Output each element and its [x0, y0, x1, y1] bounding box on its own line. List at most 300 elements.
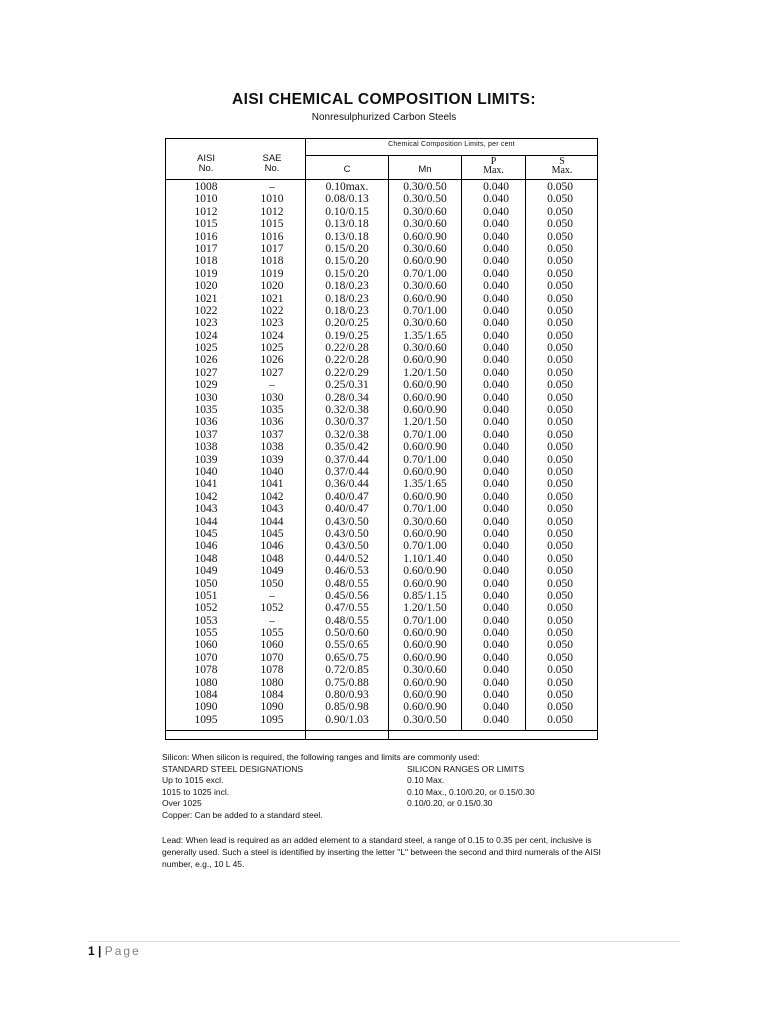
carbon-limit: 0.10/0.15 — [325, 205, 369, 218]
manganese-limit: 0.60/0.90 — [403, 292, 447, 305]
sulfur-max: 0.050 — [547, 614, 573, 627]
header-sae: SAE No. — [262, 153, 282, 174]
standard-designations-header: STANDARD STEEL DESIGNATIONS — [162, 763, 304, 774]
page-title: AISI CHEMICAL COMPOSITION LIMITS: — [232, 91, 536, 108]
manganese-limit: 0.70/1.00 — [403, 614, 447, 627]
page-number: 1 — [88, 944, 95, 958]
aisi-number: 1052 — [194, 602, 218, 615]
table-row — [166, 342, 598, 354]
table-row — [166, 701, 598, 713]
aisi-number: 1039 — [194, 453, 218, 466]
phosphorus-max: 0.040 — [483, 379, 509, 392]
sulfur-max: 0.050 — [547, 602, 573, 615]
table-row — [166, 441, 598, 453]
manganese-limit: 0.60/0.90 — [403, 527, 447, 540]
table-row — [166, 677, 598, 689]
table-body — [166, 181, 598, 726]
phosphorus-max: 0.040 — [483, 267, 509, 280]
sae-number: 1043 — [260, 503, 284, 516]
sae-number: 1055 — [260, 627, 284, 640]
table-row — [166, 379, 598, 391]
carbon-limit: 0.22/0.29 — [325, 366, 369, 379]
aisi-number: 1049 — [194, 565, 218, 578]
table-row — [166, 528, 598, 540]
table-row — [166, 478, 598, 490]
table-row — [166, 280, 598, 292]
carbon-limit: 0.45/0.56 — [325, 589, 369, 602]
phosphorus-max: 0.040 — [483, 292, 509, 305]
table-row — [166, 553, 598, 565]
sae-number: 1046 — [260, 540, 284, 553]
table-row — [166, 218, 598, 230]
phosphorus-max: 0.040 — [483, 614, 509, 627]
sae-number: 1039 — [260, 453, 284, 466]
table-row — [166, 305, 598, 317]
phosphorus-max: 0.040 — [483, 639, 509, 652]
manganese-limit: 0.60/0.90 — [403, 701, 447, 714]
manganese-limit: 0.30/0.60 — [403, 205, 447, 218]
phosphorus-max: 0.040 — [483, 205, 509, 218]
phosphorus-max: 0.040 — [483, 689, 509, 702]
manganese-limit: 1.20/1.50 — [403, 416, 447, 429]
sulfur-max: 0.050 — [547, 627, 573, 640]
phosphorus-max: 0.040 — [483, 490, 509, 503]
header-c: C — [343, 164, 351, 175]
carbon-limit: 0.13/0.18 — [325, 218, 369, 231]
manganese-limit: 1.20/1.50 — [403, 602, 447, 615]
designation-text: 1015 to 1025 incl. — [162, 786, 230, 797]
silicon-intro: Silicon: When silicon is required, the following ranges and limits are commonly used: — [162, 752, 480, 762]
sae-number: 1030 — [260, 391, 284, 404]
sae-number: – — [269, 589, 275, 602]
sulfur-max: 0.050 — [547, 577, 573, 590]
sae-number: 1012 — [260, 205, 284, 218]
page-footer — [88, 944, 141, 958]
aisi-number: 1022 — [194, 304, 218, 317]
lead-note: Lead: When lead is required as an added element to a standard steel, a range of 0.15 to 0.35 per cent, inclusive is generally used. Such a steel is identified by inserting the letter "L" between the second and third numerals of the AISI number, e.g., 10 L 45. — [162, 835, 601, 869]
sulfur-max: 0.050 — [547, 478, 573, 491]
phosphorus-max: 0.040 — [483, 627, 509, 640]
aisi-number: 1019 — [194, 267, 218, 280]
phosphorus-max: 0.040 — [483, 242, 509, 255]
table-row — [166, 243, 598, 255]
manganese-limit: 0.60/0.90 — [403, 255, 447, 268]
manganese-limit: 0.60/0.90 — [403, 404, 447, 417]
manganese-limit: 0.30/0.60 — [403, 218, 447, 231]
sulfur-max: 0.050 — [547, 404, 573, 417]
phosphorus-max: 0.040 — [483, 342, 509, 355]
sae-number: 1041 — [260, 478, 284, 491]
sae-number: 1078 — [260, 664, 284, 677]
table-row — [166, 354, 598, 366]
carbon-limit: 0.32/0.38 — [325, 428, 369, 441]
carbon-limit: 0.28/0.34 — [325, 391, 369, 404]
carbon-limit: 0.32/0.38 — [325, 404, 369, 417]
silicon-notes — [162, 752, 612, 821]
aisi-number: 1048 — [194, 552, 218, 565]
sulfur-max: 0.050 — [547, 503, 573, 516]
phosphorus-max: 0.040 — [483, 354, 509, 367]
table-row — [166, 627, 598, 639]
sae-number: 1024 — [260, 329, 284, 342]
phosphorus-max: 0.040 — [483, 651, 509, 664]
sulfur-max: 0.050 — [547, 453, 573, 466]
phosphorus-max: 0.040 — [483, 391, 509, 404]
phosphorus-max: 0.040 — [483, 428, 509, 441]
manganese-limit: 1.35/1.65 — [403, 478, 447, 491]
table-row — [166, 367, 598, 379]
sulfur-max: 0.050 — [547, 589, 573, 602]
table-row — [166, 491, 598, 503]
phosphorus-max: 0.040 — [483, 366, 509, 379]
aisi-number: 1080 — [194, 676, 218, 689]
manganese-limit: 0.60/0.90 — [403, 577, 447, 590]
aisi-number: 1042 — [194, 490, 218, 503]
page-subtitle: Nonresulphurized Carbon Steels — [311, 112, 457, 123]
carbon-limit: 0.08/0.13 — [325, 193, 369, 206]
sae-number: 1045 — [260, 527, 284, 540]
aisi-number: 1015 — [194, 218, 218, 231]
sae-number: 1010 — [260, 193, 284, 206]
phosphorus-max: 0.040 — [483, 527, 509, 540]
aisi-number: 1095 — [194, 713, 218, 726]
sulfur-max: 0.050 — [547, 255, 573, 268]
table-rule-h-header — [165, 179, 598, 180]
manganese-limit: 0.30/0.50 — [403, 193, 447, 206]
sulfur-max: 0.050 — [547, 676, 573, 689]
carbon-limit: 0.43/0.50 — [325, 527, 369, 540]
phosphorus-max: 0.040 — [483, 552, 509, 565]
table-row — [166, 590, 598, 602]
header-mn: Mn — [418, 164, 432, 175]
manganese-limit: 1.10/1.40 — [403, 552, 447, 565]
group-header: Chemical Composition Limits, per cent — [388, 141, 515, 148]
sulfur-max: 0.050 — [547, 329, 573, 342]
aisi-number: 1053 — [194, 614, 218, 627]
table-row — [166, 602, 598, 614]
aisi-number: 1026 — [194, 354, 218, 367]
sulfur-max: 0.050 — [547, 515, 573, 528]
table-row — [166, 416, 598, 428]
aisi-number: 1044 — [194, 515, 218, 528]
sulfur-max: 0.050 — [547, 242, 573, 255]
phosphorus-max: 0.040 — [483, 676, 509, 689]
sulfur-max: 0.050 — [547, 193, 573, 206]
table-row — [166, 181, 598, 193]
carbon-limit: 0.15/0.20 — [325, 255, 369, 268]
manganese-limit: 0.70/1.00 — [403, 267, 447, 280]
phosphorus-max: 0.040 — [483, 230, 509, 243]
sae-number: 1048 — [260, 552, 284, 565]
aisi-number: 1024 — [194, 329, 218, 342]
aisi-number: 1078 — [194, 664, 218, 677]
sae-number: 1025 — [260, 342, 284, 355]
manganese-limit: 0.70/1.00 — [403, 540, 447, 553]
sae-number: – — [269, 379, 275, 392]
sae-number: 1018 — [260, 255, 284, 268]
carbon-limit: 0.43/0.50 — [325, 540, 369, 553]
phosphorus-max: 0.040 — [483, 465, 509, 478]
sulfur-max: 0.050 — [547, 292, 573, 305]
designation-text: Up to 1015 excl. — [162, 775, 224, 785]
carbon-limit: 0.22/0.28 — [325, 354, 369, 367]
table-row — [166, 652, 598, 664]
carbon-limit: 0.18/0.23 — [325, 292, 369, 305]
sulfur-max: 0.050 — [547, 540, 573, 553]
carbon-limit: 0.44/0.52 — [325, 552, 369, 565]
sae-number: 1027 — [260, 366, 284, 379]
sulfur-max: 0.050 — [547, 441, 573, 454]
notes-row — [162, 787, 612, 799]
notes-row — [162, 798, 612, 810]
sulfur-max: 0.050 — [547, 428, 573, 441]
table-row — [166, 429, 598, 441]
sulfur-max: 0.050 — [547, 181, 573, 193]
manganese-limit: 0.60/0.90 — [403, 441, 447, 454]
sulfur-max: 0.050 — [547, 366, 573, 379]
table-row — [166, 615, 598, 627]
aisi-number: 1084 — [194, 689, 218, 702]
designation-text: Over 1025 — [162, 798, 202, 808]
manganese-limit: 0.30/0.60 — [403, 317, 447, 330]
table-row — [166, 466, 598, 478]
aisi-number: 1029 — [194, 379, 218, 392]
footer-separator: | — [98, 944, 102, 958]
table-row — [166, 639, 598, 651]
carbon-limit: 0.15/0.20 — [325, 267, 369, 280]
manganese-limit: 0.30/0.60 — [403, 342, 447, 355]
aisi-number: 1008 — [194, 181, 218, 193]
sulfur-max: 0.050 — [547, 354, 573, 367]
sae-number: 1019 — [260, 267, 284, 280]
aisi-number: 1017 — [194, 242, 218, 255]
table-row — [166, 392, 598, 404]
manganese-limit: 0.60/0.90 — [403, 627, 447, 640]
table-row — [166, 565, 598, 577]
phosphorus-max: 0.040 — [483, 181, 509, 193]
manganese-limit: 0.60/0.90 — [403, 354, 447, 367]
carbon-limit: 0.19/0.25 — [325, 329, 369, 342]
manganese-limit: 0.85/1.15 — [403, 589, 447, 602]
carbon-limit: 0.55/0.65 — [325, 639, 369, 652]
manganese-limit: 0.30/0.50 — [403, 713, 447, 726]
manganese-limit: 1.35/1.65 — [403, 329, 447, 342]
sae-number: 1023 — [260, 317, 284, 330]
aisi-number: 1030 — [194, 391, 218, 404]
manganese-limit: 0.60/0.90 — [403, 465, 447, 478]
table-row — [166, 454, 598, 466]
manganese-limit: 0.60/0.90 — [403, 676, 447, 689]
sae-number: 1035 — [260, 404, 284, 417]
table-row — [166, 193, 598, 205]
manganese-limit: 1.20/1.50 — [403, 366, 447, 379]
aisi-number: 1051 — [194, 589, 218, 602]
carbon-limit: 0.90/1.03 — [325, 713, 369, 726]
table-row — [166, 664, 598, 676]
aisi-number: 1027 — [194, 366, 218, 379]
manganese-limit: 0.30/0.50 — [403, 181, 447, 193]
aisi-number: 1020 — [194, 280, 218, 293]
manganese-limit: 0.30/0.60 — [403, 664, 447, 677]
carbon-limit: 0.80/0.93 — [325, 689, 369, 702]
aisi-number: 1010 — [194, 193, 218, 206]
phosphorus-max: 0.040 — [483, 602, 509, 615]
phosphorus-max: 0.040 — [483, 503, 509, 516]
phosphorus-max: 0.040 — [483, 701, 509, 714]
sae-number: 1026 — [260, 354, 284, 367]
aisi-number: 1045 — [194, 527, 218, 540]
sulfur-max: 0.050 — [547, 552, 573, 565]
silicon-ranges-header: SILICON RANGES OR LIMITS — [407, 763, 525, 774]
sulfur-max: 0.050 — [547, 267, 573, 280]
sae-number: 1090 — [260, 701, 284, 714]
aisi-number: 1043 — [194, 503, 218, 516]
sae-number: 1060 — [260, 639, 284, 652]
manganese-limit: 0.60/0.90 — [403, 689, 447, 702]
carbon-limit: 0.43/0.50 — [325, 515, 369, 528]
phosphorus-max: 0.040 — [483, 280, 509, 293]
phosphorus-max: 0.040 — [483, 478, 509, 491]
manganese-limit: 0.30/0.60 — [403, 242, 447, 255]
aisi-number: 1060 — [194, 639, 218, 652]
manganese-limit: 0.60/0.90 — [403, 391, 447, 404]
carbon-limit: 0.30/0.37 — [325, 416, 369, 429]
phosphorus-max: 0.040 — [483, 664, 509, 677]
manganese-limit: 0.30/0.60 — [403, 515, 447, 528]
table-rule-h-group — [305, 155, 598, 156]
aisi-number: 1021 — [194, 292, 218, 305]
carbon-limit: 0.36/0.44 — [325, 478, 369, 491]
manganese-limit: 0.70/1.00 — [403, 453, 447, 466]
sae-number: 1016 — [260, 230, 284, 243]
sulfur-max: 0.050 — [547, 304, 573, 317]
aisi-number: 1025 — [194, 342, 218, 355]
table-row — [166, 578, 598, 590]
sae-number: 1049 — [260, 565, 284, 578]
header-s: S Max. — [551, 156, 573, 176]
sulfur-max: 0.050 — [547, 527, 573, 540]
manganese-limit: 0.60/0.90 — [403, 230, 447, 243]
sae-number: 1050 — [260, 577, 284, 590]
sae-number: 1040 — [260, 465, 284, 478]
phosphorus-max: 0.040 — [483, 404, 509, 417]
sulfur-max: 0.050 — [547, 230, 573, 243]
table-row — [166, 231, 598, 243]
carbon-limit: 0.13/0.18 — [325, 230, 369, 243]
table-row — [166, 404, 598, 416]
table-row — [166, 714, 598, 726]
sae-number: 1036 — [260, 416, 284, 429]
table-row — [166, 330, 598, 342]
sulfur-max: 0.050 — [547, 465, 573, 478]
carbon-limit: 0.50/0.60 — [325, 627, 369, 640]
carbon-limit: 0.18/0.23 — [325, 280, 369, 293]
phosphorus-max: 0.040 — [483, 193, 509, 206]
aisi-number: 1036 — [194, 416, 218, 429]
table-row — [166, 516, 598, 528]
sulfur-max: 0.050 — [547, 379, 573, 392]
sae-number: 1015 — [260, 218, 284, 231]
carbon-limit: 0.37/0.44 — [325, 465, 369, 478]
manganese-limit: 0.60/0.90 — [403, 639, 447, 652]
carbon-limit: 0.22/0.28 — [325, 342, 369, 355]
silicon-range-text: 0.10/0.20, or 0.15/0.30 — [407, 798, 493, 808]
table-row — [166, 503, 598, 515]
phosphorus-max: 0.040 — [483, 453, 509, 466]
silicon-range-text: 0.10 Max. — [407, 775, 445, 785]
phosphorus-max: 0.040 — [483, 713, 509, 726]
carbon-limit: 0.65/0.75 — [325, 651, 369, 664]
manganese-limit: 0.30/0.60 — [403, 280, 447, 293]
phosphorus-max: 0.040 — [483, 317, 509, 330]
sulfur-max: 0.050 — [547, 689, 573, 702]
aisi-number: 1016 — [194, 230, 218, 243]
phosphorus-max: 0.040 — [483, 441, 509, 454]
phosphorus-max: 0.040 — [483, 540, 509, 553]
aisi-number: 1040 — [194, 465, 218, 478]
footer-divider — [88, 941, 680, 942]
carbon-limit: 0.40/0.47 — [325, 490, 369, 503]
carbon-limit: 0.72/0.85 — [325, 664, 369, 677]
carbon-limit: 0.40/0.47 — [325, 503, 369, 516]
carbon-limit: 0.20/0.25 — [325, 317, 369, 330]
carbon-limit: 0.18/0.23 — [325, 304, 369, 317]
phosphorus-max: 0.040 — [483, 577, 509, 590]
sae-number: 1084 — [260, 689, 284, 702]
carbon-limit: 0.35/0.42 — [325, 441, 369, 454]
manganese-limit: 0.70/1.00 — [403, 428, 447, 441]
sae-number: 1017 — [260, 242, 284, 255]
carbon-limit: 0.46/0.53 — [325, 565, 369, 578]
aisi-number: 1012 — [194, 205, 218, 218]
notes-header-row — [162, 764, 612, 776]
page-label: Page — [104, 944, 141, 958]
carbon-limit: 0.47/0.55 — [325, 602, 369, 615]
manganese-limit: 0.60/0.90 — [403, 379, 447, 392]
table-row — [166, 206, 598, 218]
sulfur-max: 0.050 — [547, 639, 573, 652]
sulfur-max: 0.050 — [547, 701, 573, 714]
carbon-limit: 0.75/0.88 — [325, 676, 369, 689]
sae-number: 1095 — [260, 713, 284, 726]
manganese-limit: 0.70/1.00 — [403, 304, 447, 317]
sulfur-max: 0.050 — [547, 342, 573, 355]
table-row — [166, 540, 598, 552]
sulfur-max: 0.050 — [547, 391, 573, 404]
aisi-number: 1035 — [194, 404, 218, 417]
carbon-limit: 0.15/0.20 — [325, 242, 369, 255]
sae-number: 1080 — [260, 676, 284, 689]
aisi-number: 1038 — [194, 441, 218, 454]
sae-number: 1021 — [260, 292, 284, 305]
aisi-number: 1055 — [194, 627, 218, 640]
carbon-limit: 0.25/0.31 — [325, 379, 369, 392]
aisi-number: 1090 — [194, 701, 218, 714]
sae-number: – — [269, 181, 275, 193]
sae-number: 1020 — [260, 280, 284, 293]
phosphorus-max: 0.040 — [483, 515, 509, 528]
sae-number: 1022 — [260, 304, 284, 317]
aisi-number: 1018 — [194, 255, 218, 268]
sae-number: 1070 — [260, 651, 284, 664]
phosphorus-max: 0.040 — [483, 255, 509, 268]
manganese-limit: 0.60/0.90 — [403, 490, 447, 503]
sulfur-max: 0.050 — [547, 416, 573, 429]
phosphorus-max: 0.040 — [483, 416, 509, 429]
aisi-number: 1046 — [194, 540, 218, 553]
sae-number: 1038 — [260, 441, 284, 454]
copper-note: Copper: Can be added to a standard steel. — [162, 809, 323, 820]
